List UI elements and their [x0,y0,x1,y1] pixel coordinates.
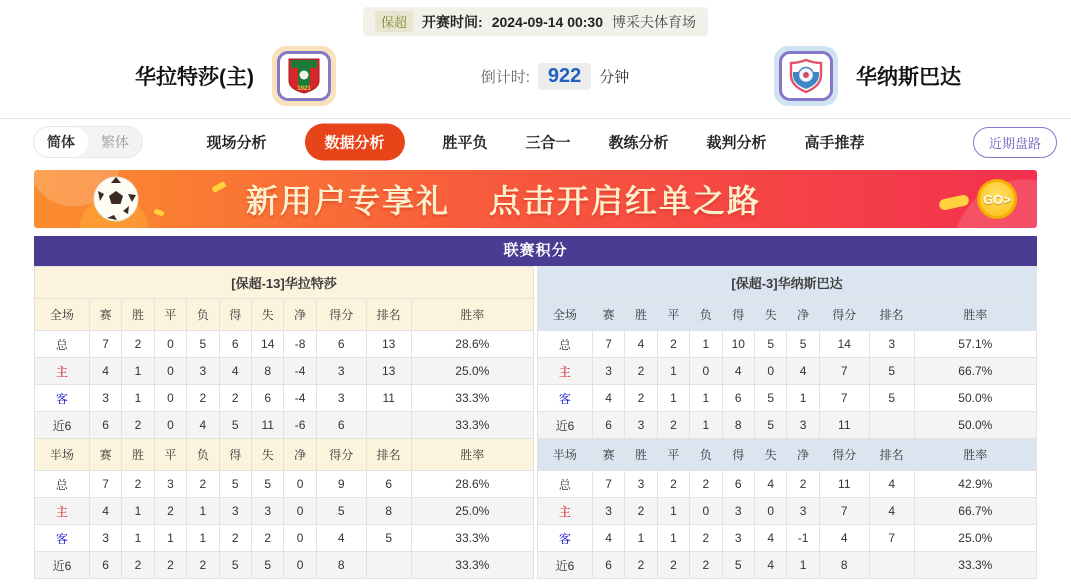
stat-cell: 5 [316,498,366,525]
stat-cell: 2 [219,385,251,412]
stat-cell: 7 [869,525,914,552]
column-header: 得分 [316,439,366,471]
table-row [35,331,534,358]
stat-cell: 6 [89,552,121,579]
home-team-group [135,46,336,106]
home-team-logo [272,46,336,106]
stat-cell: 33.3% [411,552,533,579]
row-label: 近6 [35,412,90,439]
stat-cell: 2 [187,552,219,579]
go-button[interactable]: GO> [977,179,1017,219]
stat-cell: 0 [154,412,186,439]
row-label: 主 [538,358,593,385]
column-header-row [35,439,534,471]
column-header: 得分 [819,439,869,471]
stat-cell: 2 [251,525,283,552]
stat-cell: 5 [869,358,914,385]
stat-cell: 7 [592,471,624,498]
stat-cell: 3 [219,498,251,525]
table-row [538,552,1037,579]
stat-cell: 5 [219,471,251,498]
column-header: 负 [690,299,722,331]
column-header: 失 [754,299,786,331]
stat-cell: 2 [657,552,689,579]
stat-cell: -6 [284,412,316,439]
stat-cell: 10 [722,331,754,358]
stat-cell: 33.3% [411,525,533,552]
stat-cell: 4 [592,525,624,552]
column-header-row [35,299,534,331]
stat-cell: 5 [754,331,786,358]
column-header: 负 [690,439,722,471]
row-label: 总 [538,331,593,358]
stat-cell: 6 [316,412,366,439]
stat-cell: 7 [819,358,869,385]
column-header: 平 [657,299,689,331]
column-header: 得 [219,439,251,471]
tab-数据分析[interactable]: 数据分析 [304,124,404,161]
stat-cell: 3 [625,412,657,439]
stat-cell: 1 [787,385,819,412]
league-table-away [537,266,1037,579]
stat-cell: 4 [592,385,624,412]
nav-tabs [206,124,864,161]
stat-cell: 8 [819,552,869,579]
stat-cell: 0 [690,498,722,525]
stat-cell: 4 [722,358,754,385]
table-row [538,385,1037,412]
stat-cell: 6 [722,471,754,498]
stat-cell: 3 [154,471,186,498]
stat-cell: 33.3% [411,385,533,412]
language-toggle[interactable] [33,126,143,158]
stat-cell: 1 [122,358,154,385]
stat-cell: 1 [690,331,722,358]
match-info-pill [363,7,708,36]
stat-cell: 0 [154,358,186,385]
column-header: 负 [187,439,219,471]
stat-cell: 4 [89,358,121,385]
promo-banner[interactable] [34,170,1037,228]
stat-cell: 66.7% [914,498,1036,525]
stat-cell: 2 [657,412,689,439]
away-team-group [774,46,961,106]
stat-cell: 6 [366,471,411,498]
banner-text [246,176,761,222]
stat-cell: 11 [366,385,411,412]
column-header-row [538,299,1037,331]
stat-cell: 4 [787,358,819,385]
table-row [538,331,1037,358]
swoosh-icon [938,194,970,211]
countdown-value: 922 [538,63,591,90]
table-row [538,471,1037,498]
table-row [35,471,534,498]
stat-cell: 42.9% [914,471,1036,498]
column-header: 赛 [89,439,121,471]
stat-cell: 5 [219,552,251,579]
table-row [35,498,534,525]
column-header: 得分 [316,299,366,331]
stat-cell: 3 [787,412,819,439]
stat-cell: 3 [592,498,624,525]
stat-cell: 2 [219,525,251,552]
league-table-title: 联赛积分 [34,236,1037,266]
column-header: 半场 [35,439,90,471]
column-header: 赛 [89,299,121,331]
stat-cell: 1 [690,412,722,439]
column-header: 得 [722,299,754,331]
row-label: 客 [538,525,593,552]
stat-cell: 3 [89,525,121,552]
column-header: 失 [754,439,786,471]
stat-cell: 4 [754,552,786,579]
column-header: 排名 [366,439,411,471]
kickoff-time: 2024-09-14 00:30 [491,13,603,30]
column-header: 胜率 [411,439,533,471]
stat-cell: 4 [819,525,869,552]
stat-cell: 11 [819,412,869,439]
column-header: 全场 [35,299,90,331]
stat-cell: 4 [754,525,786,552]
column-header: 赛 [592,439,624,471]
column-header: 赛 [592,299,624,331]
stat-cell: 33.3% [914,552,1036,579]
stat-cell [366,552,411,579]
stat-cell: 7 [89,471,121,498]
stat-cell: 1 [657,498,689,525]
countdown-unit: 分钟 [599,68,630,86]
column-header: 平 [657,439,689,471]
column-header: 排名 [869,299,914,331]
team-header-row [35,267,534,299]
venue-name: 博采夫体育场 [612,13,696,30]
stat-cell: 6 [89,412,121,439]
stat-cell: 7 [819,498,869,525]
lang-traditional[interactable]: 繁体 [101,134,129,150]
stat-cell: 13 [366,331,411,358]
team-header-row [538,267,1037,299]
table-row [35,552,534,579]
stat-cell: 7 [592,331,624,358]
away-team-logo [774,46,838,106]
stat-cell: 25.0% [411,358,533,385]
stat-cell: 57.1% [914,331,1036,358]
stat-cell: 4 [89,498,121,525]
stat-cell: -4 [284,358,316,385]
stat-cell: 1 [657,385,689,412]
stat-cell: 3 [592,358,624,385]
stat-cell: 3 [869,331,914,358]
stat-cell: 2 [625,358,657,385]
row-label: 总 [538,471,593,498]
stat-cell: 0 [754,498,786,525]
stat-cell [869,552,914,579]
stat-cell: 5 [787,331,819,358]
stat-cell: 3 [316,358,366,385]
stat-cell: 2 [187,471,219,498]
column-header: 失 [251,439,283,471]
stat-cell: 5 [869,385,914,412]
column-header-row [538,439,1037,471]
stat-cell: 11 [819,471,869,498]
stat-cell: 1 [187,498,219,525]
row-label: 主 [538,498,593,525]
row-label: 主 [35,498,90,525]
row-label: 主 [35,358,90,385]
stat-cell: 6 [251,385,283,412]
stat-cell: 8 [366,498,411,525]
stat-cell: 2 [625,385,657,412]
recent-trend-button[interactable]: 近期盘路 [973,127,1057,158]
stat-cell: 8 [251,358,283,385]
stat-cell: 4 [187,412,219,439]
countdown [481,63,630,90]
banner-text-2: 点击开启红单之路 [488,183,761,219]
stat-cell [366,412,411,439]
stat-cell: 5 [754,412,786,439]
stat-cell: 6 [592,412,624,439]
stat-cell: 2 [122,471,154,498]
column-header: 净 [284,299,316,331]
row-label: 客 [538,385,593,412]
stat-cell: 7 [819,385,869,412]
row-label: 近6 [538,412,593,439]
row-label: 近6 [35,552,90,579]
stat-cell: 2 [187,385,219,412]
stat-cell: 4 [869,498,914,525]
column-header: 排名 [869,439,914,471]
column-header: 胜率 [914,439,1036,471]
column-header: 排名 [366,299,411,331]
stat-cell: 0 [284,498,316,525]
stat-cell: 6 [219,331,251,358]
kickoff-label: 开赛时间: [422,13,483,30]
column-header: 得 [219,299,251,331]
column-header: 平 [154,299,186,331]
stat-cell: 5 [187,331,219,358]
stat-cell: 2 [122,412,154,439]
column-header: 胜 [122,299,154,331]
league-points-section [34,236,1037,579]
stat-cell: 3 [722,525,754,552]
stat-cell: 2 [625,498,657,525]
stat-cell: 4 [625,331,657,358]
table-row [35,358,534,385]
banner-text-1: 新用户专享礼 [246,183,451,219]
home-team-crest-icon [277,51,331,101]
stat-cell: 5 [722,552,754,579]
tab-裁判分析[interactable]: 裁判分析 [706,134,767,152]
table-row [538,525,1037,552]
stat-cell: 1 [787,552,819,579]
team-header: [保超-13]华拉特莎 [35,267,534,299]
stat-cell: 2 [690,552,722,579]
row-label: 总 [35,331,90,358]
stat-cell: 25.0% [914,525,1036,552]
stat-cell: 0 [754,358,786,385]
stat-cell: 1 [154,525,186,552]
column-header: 胜 [625,439,657,471]
league-table-halves [34,266,1037,579]
stat-cell: 3 [251,498,283,525]
stat-cell: 3 [89,385,121,412]
row-label: 客 [35,525,90,552]
stat-cell: 2 [154,498,186,525]
nav-bar [0,119,1071,165]
topbar [0,0,1071,36]
stat-cell: 25.0% [411,498,533,525]
stat-cell: 1 [690,385,722,412]
stat-cell: 50.0% [914,412,1036,439]
stat-cell: 4 [219,358,251,385]
column-header: 净 [787,439,819,471]
stat-cell: 0 [284,525,316,552]
column-header: 胜 [625,299,657,331]
lang-simplified[interactable]: 简体 [34,127,88,157]
stat-cell: 14 [251,331,283,358]
stat-cell: 13 [366,358,411,385]
stat-cell: 1 [122,525,154,552]
stat-cell: 5 [754,385,786,412]
stat-cell: 50.0% [914,385,1036,412]
league-table-home [34,266,534,579]
stat-cell: 2 [625,552,657,579]
match-header [0,36,1071,119]
stat-cell: 3 [187,358,219,385]
column-header: 净 [284,439,316,471]
stat-cell: 5 [366,525,411,552]
countdown-label: 倒计时: [480,68,530,86]
stat-cell: 3 [722,498,754,525]
tab-现场分析[interactable]: 现场分析 [206,134,267,152]
column-header: 平 [154,439,186,471]
stat-cell: 5 [251,471,283,498]
stat-cell [869,412,914,439]
stat-cell: 14 [819,331,869,358]
confetti-icon [211,181,226,193]
stat-cell: 6 [722,385,754,412]
stat-cell: 2 [154,552,186,579]
soccer-ball-icon [92,175,140,228]
row-label: 客 [35,385,90,412]
tab-胜平负[interactable]: 胜平负 [442,134,488,152]
away-team-crest-icon [779,51,833,101]
column-header: 净 [787,299,819,331]
stat-cell: 2 [122,331,154,358]
stat-cell: 2 [657,471,689,498]
stat-cell: 33.3% [411,412,533,439]
league-badge: 保超 [375,11,413,32]
tab-三合一[interactable]: 三合一 [525,134,571,152]
stat-cell: 3 [316,385,366,412]
stat-cell: 6 [592,552,624,579]
stat-cell: 4 [869,471,914,498]
team-header: [保超-3]华纳斯巴达 [538,267,1037,299]
stat-cell: 2 [690,525,722,552]
stat-cell: 4 [316,525,366,552]
stat-cell: 2 [122,552,154,579]
table-row [538,358,1037,385]
stat-cell: 3 [787,498,819,525]
table-row [538,498,1037,525]
column-header: 全场 [538,299,593,331]
stat-cell: 0 [284,552,316,579]
stat-cell: 7 [89,331,121,358]
stat-cell: 2 [657,331,689,358]
stat-cell: 2 [787,471,819,498]
stat-cell: 28.6% [411,471,533,498]
home-team-name: 华拉特莎(主) [135,66,254,89]
stat-cell: 8 [722,412,754,439]
stat-cell: 0 [284,471,316,498]
column-header: 失 [251,299,283,331]
stat-cell: 0 [154,331,186,358]
column-header: 胜率 [914,299,1036,331]
stat-cell: 6 [316,331,366,358]
table-row [35,412,534,439]
stat-cell: 1 [187,525,219,552]
stat-cell: 3 [625,471,657,498]
away-team-name: 华纳斯巴达 [856,66,961,89]
stat-cell: 1 [657,525,689,552]
stat-cell: 1 [122,385,154,412]
stat-cell: 0 [154,385,186,412]
confetti-icon [153,208,164,216]
column-header: 得 [722,439,754,471]
table-row [35,525,534,552]
stat-cell: 66.7% [914,358,1036,385]
stat-cell: 5 [219,412,251,439]
column-header: 胜 [122,439,154,471]
stat-cell: 1 [122,498,154,525]
tab-教练分析[interactable]: 教练分析 [608,134,669,152]
tab-高手推荐[interactable]: 高手推荐 [804,134,865,152]
stat-cell: 5 [251,552,283,579]
stat-cell: 2 [690,471,722,498]
stat-cell: 1 [625,525,657,552]
stat-cell: 11 [251,412,283,439]
column-header: 得分 [819,299,869,331]
column-header: 胜率 [411,299,533,331]
svg-text:1921: 1921 [297,86,311,92]
row-label: 近6 [538,552,593,579]
stat-cell: 9 [316,471,366,498]
stat-cell: 0 [690,358,722,385]
stat-cell: 28.6% [411,331,533,358]
stat-cell: -4 [284,385,316,412]
stat-cell: 1 [657,358,689,385]
stat-cell: -8 [284,331,316,358]
stat-cell: 8 [316,552,366,579]
table-row [35,385,534,412]
column-header: 半场 [538,439,593,471]
stat-cell: 4 [754,471,786,498]
column-header: 负 [187,299,219,331]
row-label: 总 [35,471,90,498]
table-row [538,412,1037,439]
stat-cell: -1 [787,525,819,552]
